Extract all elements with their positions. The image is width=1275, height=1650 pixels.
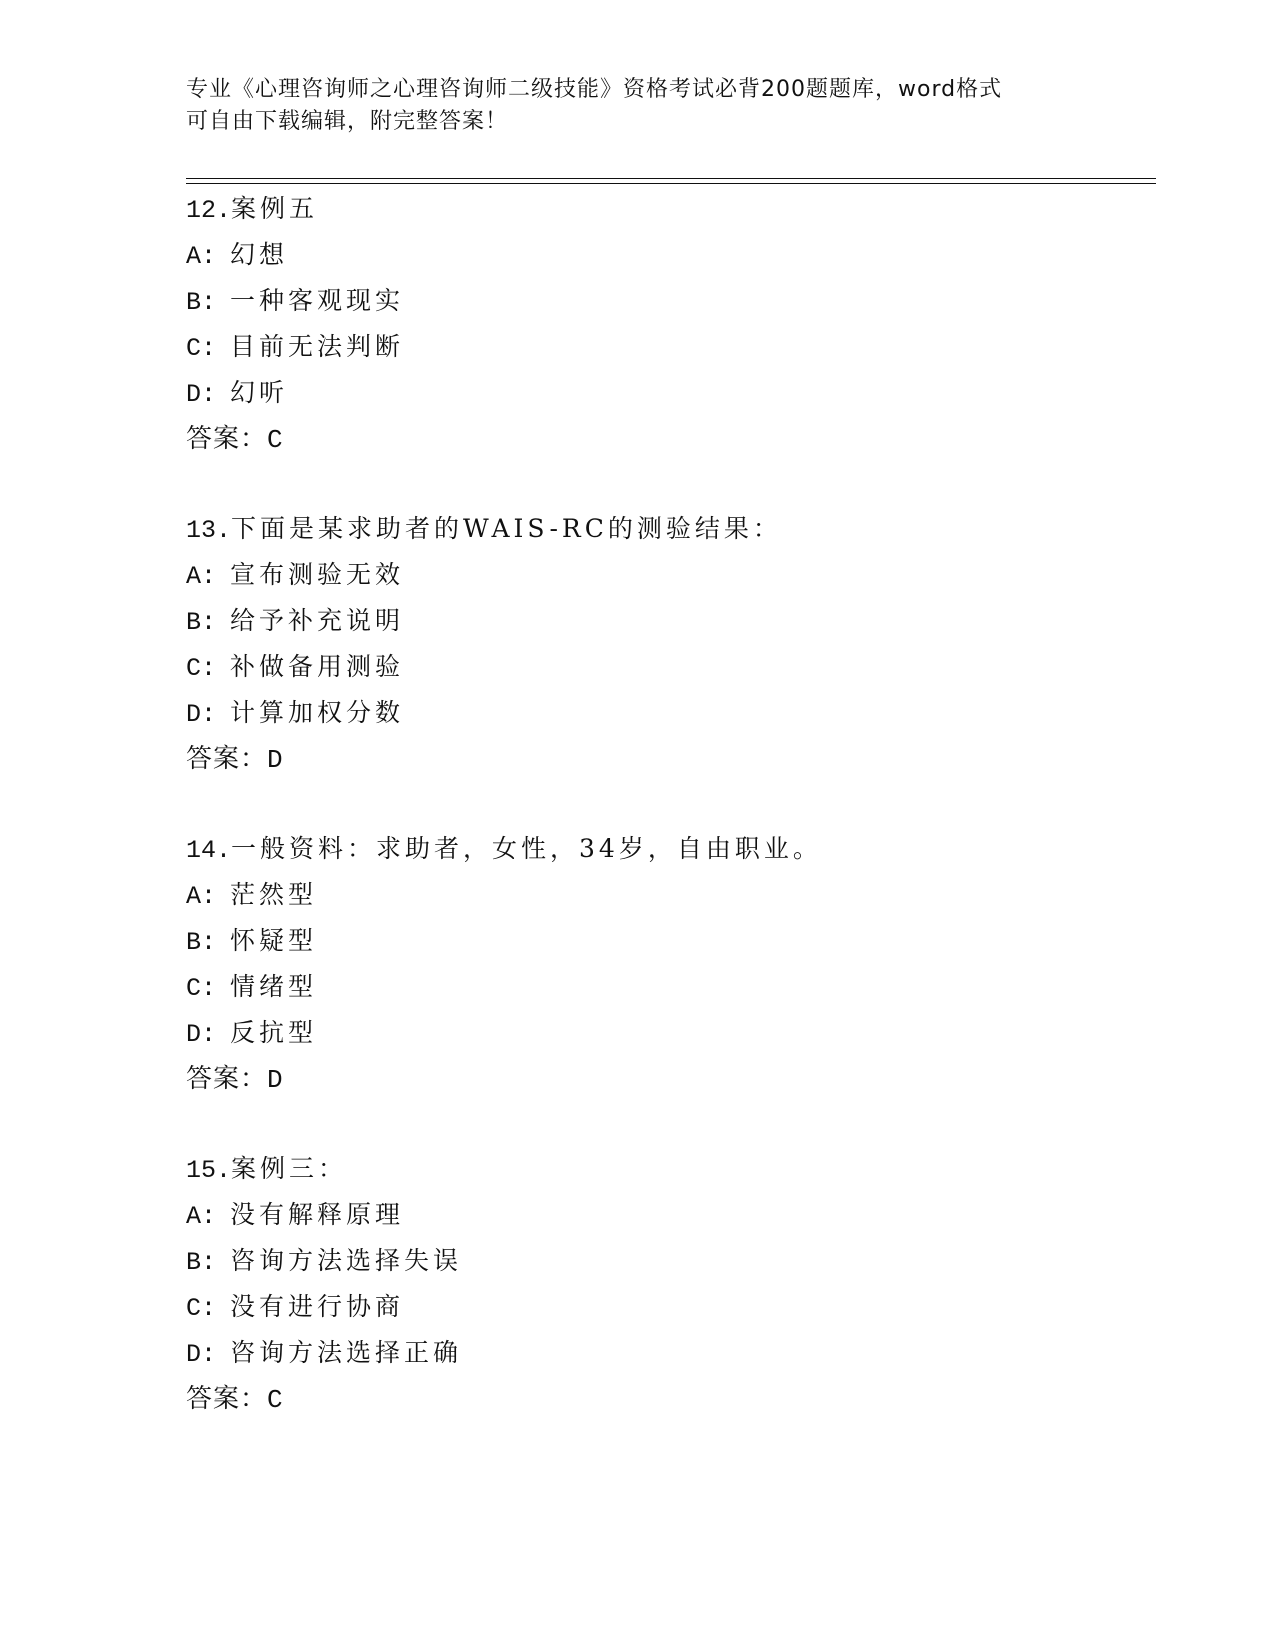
option-letter: C: xyxy=(186,1294,217,1323)
question-15 xyxy=(186,1146,1146,1422)
question-stem xyxy=(186,826,1146,872)
option-b xyxy=(186,1238,1146,1284)
answer-label: 答案： xyxy=(186,1064,268,1094)
question-stem xyxy=(186,1146,1146,1192)
option-a xyxy=(186,232,1146,278)
option-a xyxy=(186,872,1146,918)
header-divider-bottom xyxy=(186,183,1156,184)
document-header xyxy=(186,74,1086,138)
option-c xyxy=(186,324,1146,370)
option-letter: A: xyxy=(186,882,217,911)
question-number: 15. xyxy=(186,1156,232,1185)
question-stem xyxy=(186,506,1146,552)
option-text: 幻想 xyxy=(230,240,289,269)
option-b xyxy=(186,278,1146,324)
option-b xyxy=(186,918,1146,964)
option-letter: C: xyxy=(186,334,217,363)
option-text: 咨询方法选择失误 xyxy=(230,1246,463,1275)
option-b xyxy=(186,598,1146,644)
option-text: 目前无法判断 xyxy=(230,332,405,361)
option-letter: A: xyxy=(186,562,217,591)
header-divider-top xyxy=(186,178,1156,179)
option-a xyxy=(186,1192,1146,1238)
option-text: 情绪型 xyxy=(230,972,318,1001)
answer-label: 答案： xyxy=(186,424,268,454)
question-14 xyxy=(186,826,1146,1102)
answer-line xyxy=(186,736,1146,782)
option-text: 没有进行协商 xyxy=(230,1292,405,1321)
option-letter: A: xyxy=(186,242,217,271)
option-c xyxy=(186,964,1146,1010)
answer-line xyxy=(186,1376,1146,1422)
option-text: 给予补充说明 xyxy=(230,606,405,635)
option-text: 怀疑型 xyxy=(230,926,318,955)
option-text: 一种客观现实 xyxy=(230,286,405,315)
option-text: 咨询方法选择正确 xyxy=(230,1338,463,1367)
option-c xyxy=(186,1284,1146,1330)
answer-label: 答案： xyxy=(186,744,268,774)
question-number: 12. xyxy=(186,196,232,225)
question-text: 一般资料：求助者，女性，34岁，自由职业。 xyxy=(231,834,822,863)
header-line-2: 可自由下载编辑，附完整答案！ xyxy=(186,109,509,134)
option-d xyxy=(186,1330,1146,1376)
question-stem xyxy=(186,186,1146,232)
option-letter: D: xyxy=(186,700,217,729)
option-text: 反抗型 xyxy=(230,1018,318,1047)
question-text: 案例五 xyxy=(231,194,319,223)
option-letter: B: xyxy=(186,608,217,637)
question-text: 案例三： xyxy=(231,1154,348,1183)
option-c xyxy=(186,644,1146,690)
option-a xyxy=(186,552,1146,598)
answer-value: D xyxy=(267,1065,284,1095)
option-text: 幻听 xyxy=(230,378,289,407)
option-text: 没有解释原理 xyxy=(230,1200,405,1229)
option-text: 茫然型 xyxy=(230,880,318,909)
option-letter: B: xyxy=(186,928,217,957)
answer-value: C xyxy=(267,425,284,455)
question-13 xyxy=(186,506,1146,782)
option-letter: C: xyxy=(186,974,217,1003)
option-letter: D: xyxy=(186,1020,217,1049)
question-12 xyxy=(186,186,1146,462)
answer-line xyxy=(186,416,1146,462)
question-number: 14. xyxy=(186,836,232,865)
option-text: 宣布测验无效 xyxy=(230,560,405,589)
option-letter: D: xyxy=(186,1340,217,1369)
answer-line xyxy=(186,1056,1146,1102)
option-text: 补做备用测验 xyxy=(230,652,405,681)
option-letter: D: xyxy=(186,380,217,409)
option-d xyxy=(186,370,1146,416)
option-letter: B: xyxy=(186,1248,217,1277)
option-d xyxy=(186,1010,1146,1056)
answer-value: D xyxy=(267,745,284,775)
option-d xyxy=(186,690,1146,736)
option-letter: A: xyxy=(186,1202,217,1231)
option-letter: C: xyxy=(186,654,217,683)
answer-value: C xyxy=(267,1385,284,1415)
answer-label: 答案： xyxy=(186,1384,268,1414)
option-text: 计算加权分数 xyxy=(230,698,405,727)
question-text: 下面是某求助者的WAIS-RC的测验结果： xyxy=(231,514,782,543)
question-number: 13. xyxy=(186,516,232,545)
header-line-1: 专业《心理咨询师之心理咨询师二级技能》资格考试必背200题题库，word格式 xyxy=(186,77,1003,102)
option-letter: B: xyxy=(186,288,217,317)
